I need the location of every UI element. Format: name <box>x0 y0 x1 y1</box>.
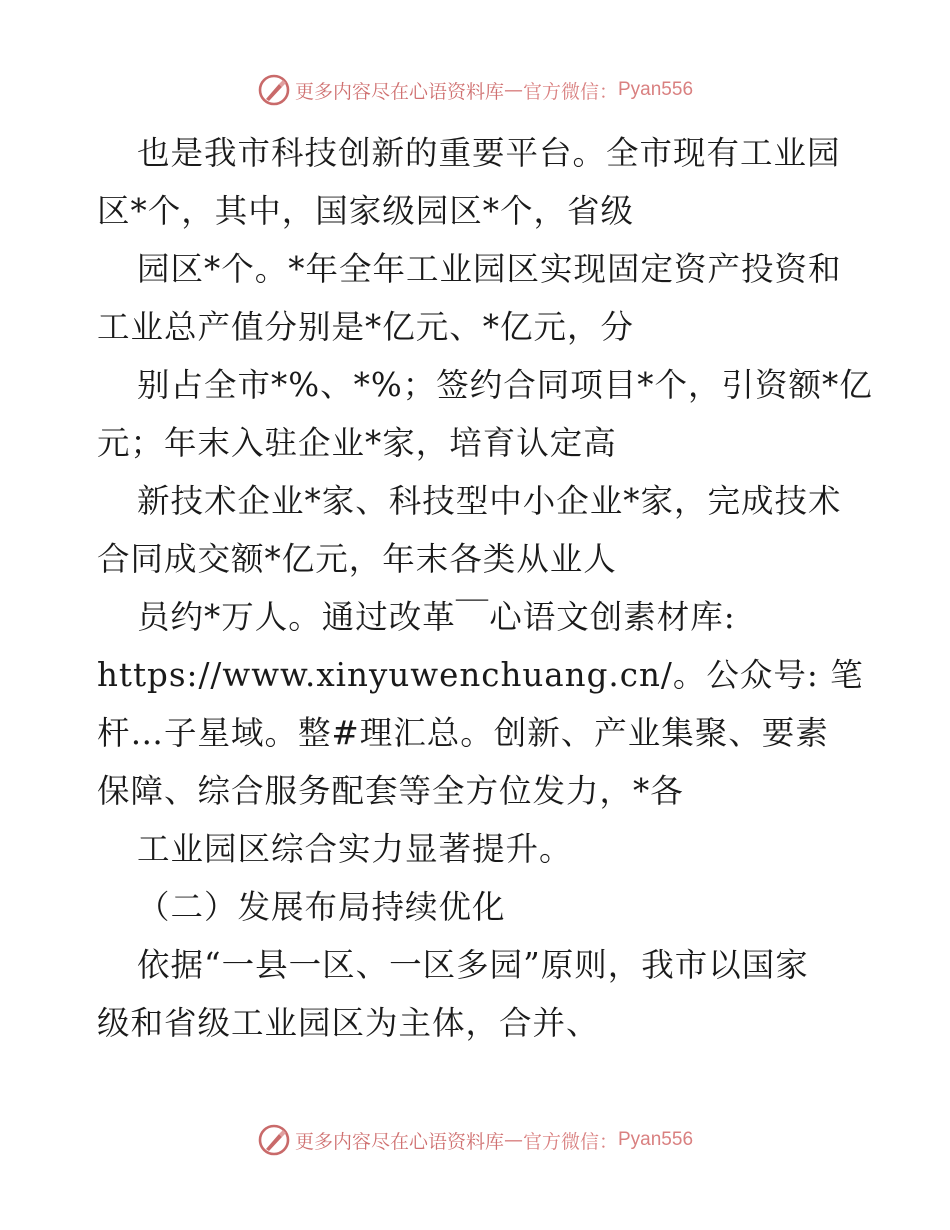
paragraph-line: 工业园区综合实力显著提升。 <box>137 830 573 868</box>
banner-brand: 更多内容尽在心语资料库 <box>294 80 504 103</box>
section-heading: （二）发展布局持续优化 <box>137 888 506 926</box>
paragraph-line: 也是我市科技创新的重要平台。全市现有工业园 <box>137 134 841 172</box>
banner-wechat-label: 官方微信： <box>522 80 618 103</box>
pen-circle-icon <box>257 1123 291 1157</box>
paragraph-line: 合同成交额*亿元，年末各类从业人 <box>97 540 617 578</box>
paragraph-line: 工业总产值分别是*亿元、*亿元，分 <box>97 308 635 346</box>
footer-banner <box>0 1120 950 1160</box>
paragraph-line: 园区*个。*年全年工业园区实现固定资产投资和 <box>137 250 842 288</box>
banner-wechat-id: Pyan556 <box>618 1129 694 1150</box>
paragraph-line: 新技术企业*家、科技型中小企业*家，完成技术 <box>137 482 842 520</box>
banner-dash: — <box>503 1129 523 1151</box>
banner-wechat-label: 官方微信： <box>522 1130 618 1153</box>
paragraph-line: 别占全市*%、*%；签约合同项目*个，引资额*亿 <box>137 366 873 404</box>
paragraph-line: 依据“一县一区、一区多园”原则，我市以国家 <box>137 946 809 984</box>
banner-brand: 更多内容尽在心语资料库 <box>294 1130 504 1153</box>
paragraph-line: 杆…子星域。整#理汇总。创新、产业集聚、要素 <box>97 714 829 752</box>
pen-circle-icon <box>257 73 291 107</box>
paragraph-line-url: https://www.xinyuwenchuang.cn/。公众号: 笔 <box>97 656 864 694</box>
banner-dash: — <box>503 79 523 101</box>
paragraph-line: 员约*万人。通过改革￣心语文创素材库: <box>137 598 736 636</box>
paragraph-line: 元；年末入驻企业*家，培育认定高 <box>97 424 617 462</box>
paragraph-line: 保障、综合服务配套等全方位发力，*各 <box>97 772 684 810</box>
paragraph-line: 区*个，其中，国家级园区*个，省级 <box>97 192 635 230</box>
paragraph-line: 级和省级工业园区为主体，合并、 <box>97 1004 600 1042</box>
header-banner <box>0 70 950 110</box>
document-body <box>97 124 873 1052</box>
banner-wechat-id: Pyan556 <box>618 79 694 100</box>
